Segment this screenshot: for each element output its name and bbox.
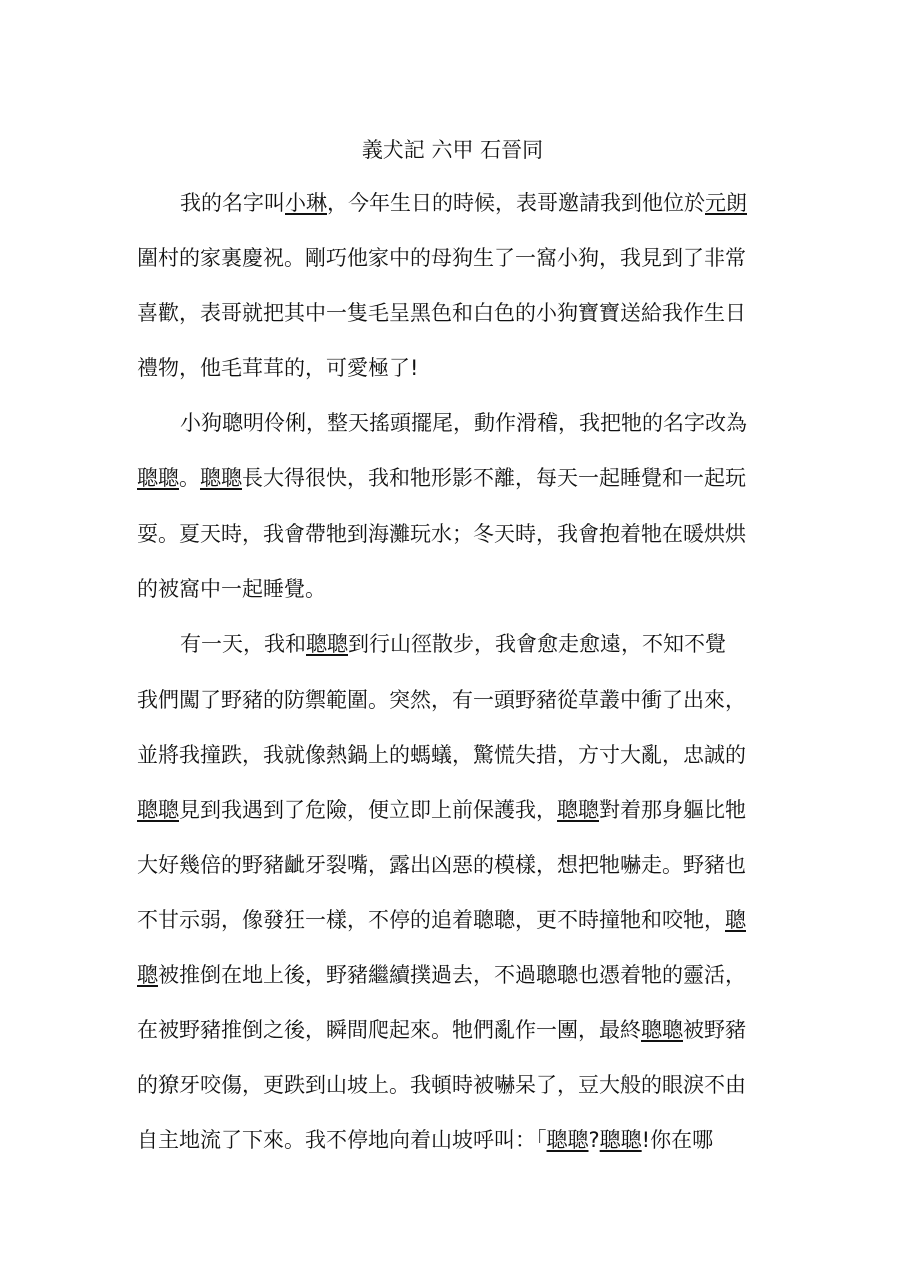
text-segment: 對着那身軀比牠: [599, 798, 746, 822]
underlined-name: 元朗: [705, 191, 747, 215]
underlined-name: 聰聰: [200, 466, 242, 490]
underlined-name: 聰聰: [641, 1018, 683, 1042]
text-line-10: [137, 683, 777, 717]
text-line-14: [137, 903, 777, 937]
text-line-16: [137, 1013, 777, 1047]
text-segment: 的被窩中一起睡覺。: [137, 577, 326, 601]
text-segment: 見到我遇到了危險，便立即上前保護我，: [179, 798, 557, 822]
underlined-name: 聰聰: [137, 798, 179, 822]
text-segment: 我們闖了野豬的防禦範圍。突然，有一頭野豬從草叢中衝了出來，: [137, 688, 746, 712]
text-line-7: [137, 517, 777, 551]
text-line-15: [137, 958, 777, 992]
text-segment: 耍。夏天時，我會帶牠到海灘玩水；冬天時，我會抱着牠在暖烘烘: [137, 522, 746, 546]
underlined-name: 聰聰: [557, 798, 599, 822]
underlined-name: 聰聰: [599, 1128, 642, 1152]
underlined-name: 聰聰: [546, 1128, 589, 1152]
document-title: 義犬記 六甲 石晉同: [361, 138, 544, 162]
text-segment: ，今年生日的時候，表哥邀請我到他位於: [327, 191, 705, 215]
text-segment: 的獠牙咬傷，更跌到山坡上。我頓時被嚇呆了，豆大般的眼淚不由: [137, 1073, 746, 1097]
text-line-18: [137, 1123, 777, 1157]
text-line-8: [137, 572, 777, 606]
text-line-4: [137, 351, 777, 385]
text-line-13: [137, 848, 777, 882]
text-line-9: [180, 627, 820, 661]
text-segment: 喜歡，表哥就把其中一隻毛呈黑色和白色的小狗寶寶送給我作生日: [137, 301, 746, 325]
text-segment: 圍村的家裏慶祝。剛巧他家中的母狗生了一窩小狗，我見到了非常: [137, 246, 746, 270]
text-segment: 到行山徑散步，我會愈走愈遠，不知不覺: [348, 632, 726, 656]
text-segment: 被推倒在地上後，野豬繼續撲過去，不過聰聰也憑着牠的靈活，: [158, 963, 746, 987]
text-line-2: [137, 241, 777, 275]
text-segment: 禮物，他毛茸茸的，可愛極了!: [137, 356, 419, 380]
text-segment: 有一天，我和: [180, 632, 306, 656]
text-segment: 我的名字叫: [180, 191, 285, 215]
text-line-6: [137, 461, 777, 495]
text-segment: 在被野豬推倒之後，瞬間爬起來。牠們亂作一團，最終: [137, 1018, 641, 1042]
text-segment: 小狗聰明伶俐，整天搖頭擺尾，動作滑稽，我把牠的名字改為: [180, 411, 747, 435]
text-segment: 並將我撞跌，我就像熱鍋上的螞蟻，驚慌失措，方寸大亂，忠誠的: [137, 743, 746, 767]
text-segment: 大好幾倍的野豬齜牙裂嘴，露出凶惡的模樣，想把牠嚇走。野豬也: [137, 853, 746, 877]
text-segment: 被野豬: [683, 1018, 746, 1042]
text-line-1: [180, 186, 820, 220]
text-line-5: [180, 406, 820, 440]
text-segment: 。: [179, 466, 200, 490]
underlined-name: 聰聰: [137, 466, 179, 490]
text-line-12: [137, 793, 777, 827]
text-segment: 不甘示弱，像發狂一樣，不停的追着聰聰，更不時撞牠和咬牠，: [137, 908, 725, 932]
underlined-name: 聰: [725, 908, 746, 932]
underlined-name: 聰聰: [306, 632, 348, 656]
underlined-name: 小琳: [285, 191, 327, 215]
text-segment: 長大得很快，我和牠形影不離，每天一起睡覺和一起玩: [242, 466, 746, 490]
text-segment: 自主地流了下來。我不停地向着山坡呼叫：「: [137, 1128, 547, 1152]
text-line-17: [137, 1068, 777, 1102]
text-segment: ?: [588, 1128, 600, 1152]
underlined-name: 聰: [137, 963, 158, 987]
text-line-3: [137, 296, 777, 330]
text-segment: !你在哪: [641, 1128, 714, 1152]
text-line-11: [137, 738, 777, 772]
